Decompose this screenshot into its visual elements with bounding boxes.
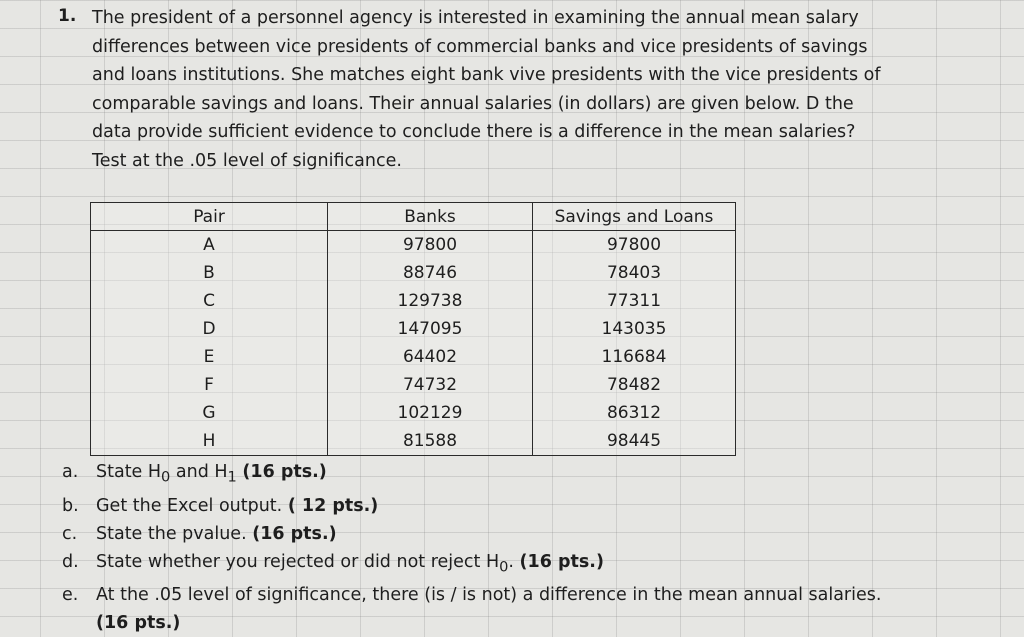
table-row	[91, 343, 736, 371]
pair-cell: C	[91, 287, 328, 315]
banks-cell: 81588	[328, 427, 533, 456]
pair-cell: E	[91, 343, 328, 371]
header-banks: Banks	[328, 203, 533, 231]
savings-cell: 86312	[533, 399, 736, 427]
problem-line: comparable savings and loans. Their annual salaries (in dollars) are given below. D the	[92, 93, 854, 114]
points-label: (16 pts.)	[242, 462, 327, 482]
question-text: At the .05 level of significance, there (is / is not) a difference in the mean annual salaries.	[96, 585, 882, 605]
banks-cell: 74732	[328, 371, 533, 399]
savings-cell: 78403	[533, 259, 736, 287]
savings-cell: 116684	[533, 343, 736, 371]
savings-cell: 77311	[533, 287, 736, 315]
table-row	[91, 427, 736, 456]
header-pair: Pair	[91, 203, 328, 231]
pair-cell: F	[91, 371, 328, 399]
banks-cell: 102129	[328, 399, 533, 427]
savings-cell: 98445	[533, 427, 736, 456]
pair-cell: A	[91, 231, 328, 260]
savings-cell: 78482	[533, 371, 736, 399]
table-row	[91, 231, 736, 260]
pair-cell: B	[91, 259, 328, 287]
question-d	[62, 548, 1002, 582]
problem-statement	[92, 4, 992, 176]
question-letter: a.	[62, 462, 79, 482]
header-savings-and-loans: Savings and Loans	[533, 203, 736, 231]
savings-cell: 143035	[533, 315, 736, 343]
points-label: ( 12 pts.)	[287, 495, 379, 516]
problem-line: and loans institutions. She matches eight bank vive presidents with the vice presidents of	[92, 65, 881, 86]
question-letter: e.	[62, 585, 79, 605]
question-c	[62, 520, 1002, 548]
problem-line: differences between vice presidents of commercial banks and vice presidents of savings	[92, 36, 868, 57]
question-letter: c.	[62, 523, 78, 544]
problem-line: data provide sufficient evidence to conclude there is a difference in the mean salaries?	[92, 122, 856, 143]
savings-cell: 97800	[533, 231, 736, 260]
table-header-row	[91, 203, 736, 231]
question-letter: b.	[62, 495, 79, 516]
pair-cell: G	[91, 399, 328, 427]
banks-cell: 88746	[328, 259, 533, 287]
question-e-continued	[62, 609, 1002, 637]
question-text: State whether you rejected or did not reject $H_0$. (16 pts.)	[96, 551, 604, 575]
banks-cell: 97800	[328, 231, 533, 260]
problem-number: 1.	[58, 6, 77, 26]
question-text: State $H_0$ and $H_1$ (16 pts.)	[96, 462, 327, 486]
banks-cell: 147095	[328, 315, 533, 343]
question-letter: d.	[62, 551, 79, 572]
table-row	[91, 259, 736, 287]
pair-cell: H	[91, 427, 328, 456]
table-row	[91, 371, 736, 399]
problem-line: Test at the .05 level of significance.	[92, 150, 402, 171]
points-label: (16 pts.)	[519, 551, 604, 572]
banks-cell: 64402	[328, 343, 533, 371]
question-text: State the pvalue. (16 pts.)	[96, 523, 337, 544]
points-label: (16 pts.)	[252, 523, 337, 544]
table-row	[91, 315, 736, 343]
question-text: Get the Excel output. ( 12 pts.)	[96, 495, 379, 516]
question-list	[62, 458, 1002, 637]
table-row	[91, 287, 736, 315]
pair-cell: D	[91, 315, 328, 343]
salary-table	[90, 202, 736, 456]
question-b	[62, 492, 1002, 520]
table-row	[91, 399, 736, 427]
problem-line: The president of a personnel agency is interested in examining the annual mean salary	[92, 8, 859, 28]
question-e	[62, 581, 1002, 609]
question-a	[62, 458, 1002, 492]
banks-cell: 129738	[328, 287, 533, 315]
points-label: (16 pts.)	[96, 613, 181, 633]
